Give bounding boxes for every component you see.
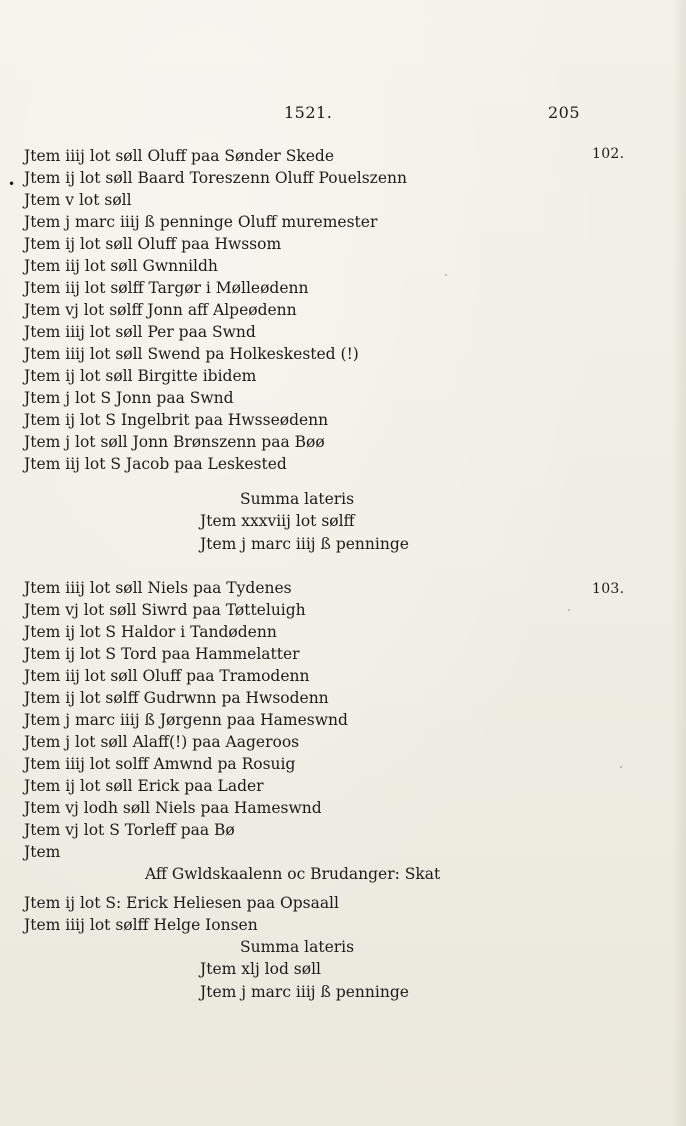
entry-line: Jtem (24, 843, 61, 861)
entry-line: Jtem j lot S Jonn paa Swnd (24, 389, 234, 407)
summa-line: Jtem xlj lod søll (200, 960, 322, 978)
page-edge-shadow (672, 0, 686, 1126)
running-head-year: 1521. (284, 103, 333, 122)
entry-line: Jtem vj lodh søll Niels paa Hameswnd (24, 799, 322, 817)
entry-line: Jtem ij lot søll Baard Toreszenn Oluff Pouelszenn (24, 169, 407, 187)
page-number: 205 (548, 103, 581, 122)
summa-line: Jtem xxxviij lot sølff (200, 512, 355, 530)
summa-heading: Summa lateris (240, 938, 355, 956)
entry-line: Jtem vj lot sølff Jonn aff Alpeødenn (24, 301, 297, 319)
entry-line: Jtem ij lot S Tord paa Hammelatter (24, 645, 300, 663)
entry-line: Jtem j marc iiij ß penninge Oluff muremester (24, 213, 378, 231)
entry-line: Jtem j lot søll Jonn Brønszenn paa Bøø (24, 433, 325, 451)
margin-mark: • (8, 177, 16, 191)
entry-line: Jtem ij lot søll Birgitte ibidem (24, 367, 257, 385)
entry-line: Jtem iiij lot søll Per paa Swnd (24, 323, 256, 341)
summa-line: Jtem j marc iiij ß penninge (200, 535, 409, 553)
section-subheading: Aff Gwldskaalenn oc Brudanger: Skat (145, 865, 441, 883)
entry-line: Jtem iij lot sølff Targør i Mølleødenn (24, 279, 309, 297)
entry-line: Jtem iiij lot søll Niels paa Tydenes (24, 579, 292, 597)
margin-note-103: 103. (592, 581, 625, 597)
entry-line: Jtem iiij lot søll Oluff paa Sønder Skede (24, 147, 335, 165)
entry-line: Jtem vj lot S Torleff paa Bø (24, 821, 235, 839)
entry-line: Jtem ij lot S Ingelbrit paa Hwsseødenn (24, 411, 329, 429)
entry-line: Jtem iij lot S Jacob paa Leskested (24, 455, 287, 473)
entry-line: Jtem v lot søll (24, 191, 132, 209)
entry-line: Jtem iiij lot søll Swend pa Holkeskested (!) (24, 345, 359, 363)
entry-line: Jtem ij lot S Haldor i Tandødenn (24, 623, 277, 641)
entry-line: Jtem iij lot søll Oluff paa Tramodenn (24, 667, 310, 685)
entry-line: Jtem j marc iiij ß Jørgenn paa Hameswnd (24, 711, 348, 729)
summa-line: Jtem j marc iiij ß penninge (200, 983, 409, 1001)
paper-speck (445, 274, 447, 276)
entry-line: Jtem ij lot sølff Gudrwnn pa Hwsodenn (24, 689, 329, 707)
entry-line: Jtem j lot søll Alaff(!) paa Aageroos (24, 733, 300, 751)
entry-line: Jtem ij lot S: Erick Heliesen paa Opsaall (24, 894, 339, 912)
entry-line: Jtem vj lot søll Siwrd paa Tøtteluigh (24, 601, 306, 619)
margin-note-102: 102. (592, 146, 625, 162)
entry-line: Jtem ij lot søll Erick paa Lader (24, 777, 264, 795)
entry-line: Jtem ij lot søll Oluff paa Hwssom (24, 235, 282, 253)
paper-speck (568, 609, 570, 611)
paper-speck (620, 766, 622, 768)
summa-heading: Summa lateris (240, 490, 355, 508)
entry-line: Jtem iiij lot sølff Helge Ionsen (24, 916, 258, 934)
entry-line: Jtem iij lot søll Gwnnildh (24, 257, 218, 275)
entry-line: Jtem iiij lot solff Amwnd pa Rosuig (24, 755, 296, 773)
